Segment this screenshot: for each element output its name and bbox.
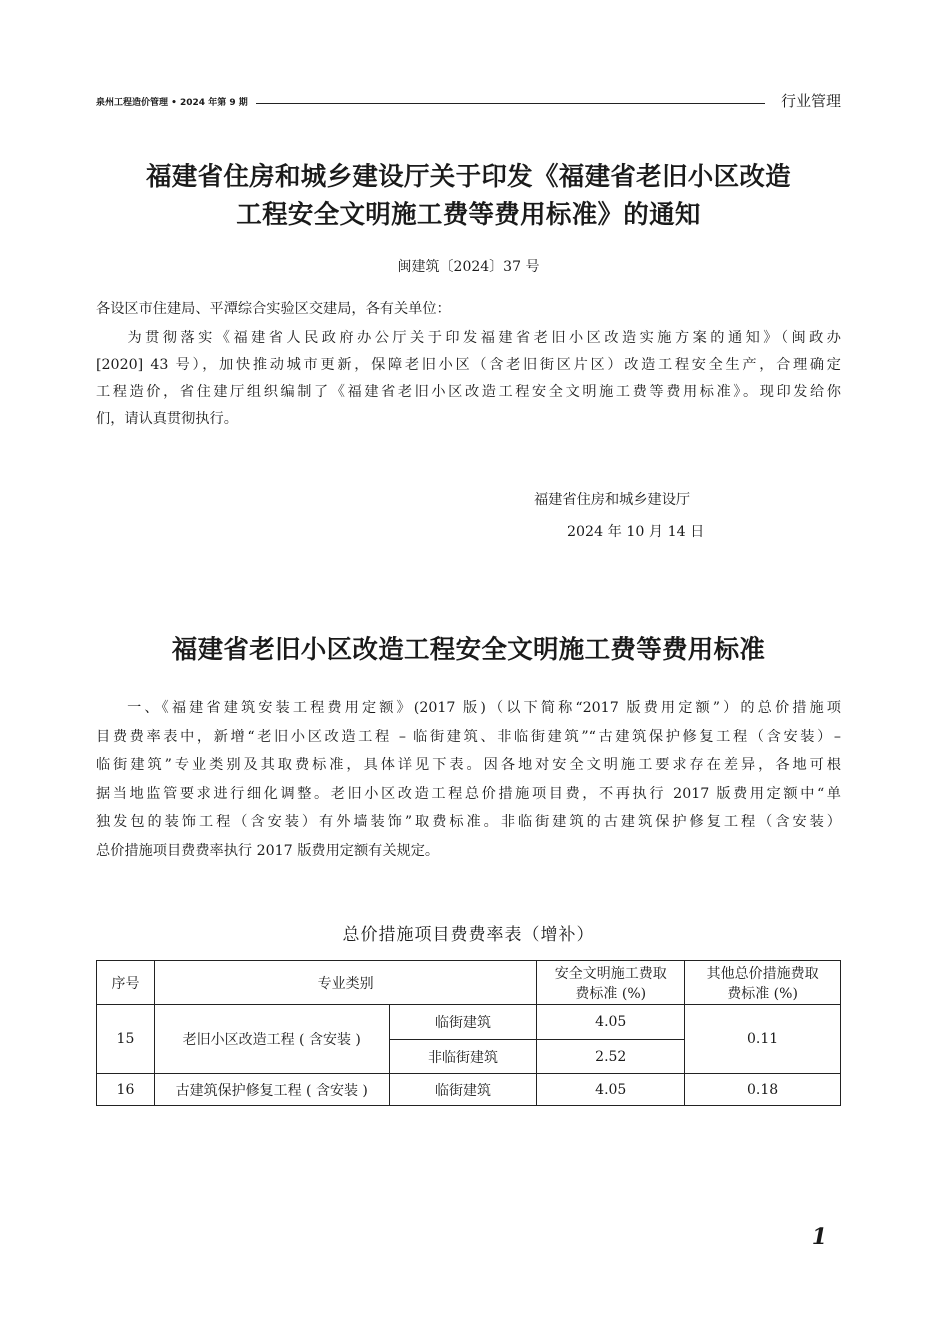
table-header-row (97, 961, 841, 1005)
standard-title: 福建省老旧小区改造工程安全文明施工费等费用标准 (171, 635, 766, 665)
table-title: 总价措施项目费费率表（增补） (342, 925, 595, 945)
table-row (97, 1074, 841, 1106)
header-safety-line: 费标准 (%) (575, 985, 647, 1002)
fee-rate-table (96, 960, 841, 1106)
row-seq: 15 (97, 1005, 155, 1074)
row-other-rate: 0.18 (685, 1074, 841, 1106)
row-safety-rate: 4.05 (537, 1005, 685, 1040)
notice-body-line: 们，请认真贯彻执行。 (96, 411, 238, 427)
standard-body-line: 总价措施项目费费率执行 2017 版费用定额有关规定。 (96, 842, 440, 859)
section-label: 行业管理 (780, 92, 841, 110)
notice-title-line-1: 福建省住房和城乡建设厅关于印发《福建省老旧小区改造 (145, 162, 791, 192)
row-safety-rate: 4.05 (537, 1074, 685, 1106)
notice-body-line: 为贯彻落实《福建省人民政府办公厅关于印发福建省老旧小区改造实施方案的通知》（闽政办 (124, 330, 841, 346)
row-other-rate: 0.11 (685, 1005, 841, 1074)
page-number: 1 (811, 1224, 827, 1250)
standard-body-line: 目费费率表中，新增“老旧小区改造工程 – 临街建筑、非临街建筑”“古建筑保护修复工程（含安装）– (96, 728, 841, 745)
row-safety-rate: 2.52 (537, 1040, 685, 1074)
row-sub-type: 临街建筑 (389, 1074, 537, 1106)
header-rule (256, 103, 765, 104)
signature-date: 2024 年 10 月 14 日 (567, 524, 705, 540)
row-category: 老旧小区改造工程 ( 含安装 ) (154, 1005, 389, 1074)
standard-body-line: 独发包的装饰工程（含安装）有外墙装饰”取费标准。非临街建筑的古建筑保护修复工程（含安装） (96, 814, 841, 830)
header-other-line: 其他总价措施费取 (706, 965, 819, 982)
standard-body-line: 一、《福建省建筑安装工程费用定额》(2017 版)（以下简称“2017 版费用定额”）的总价措施项 (124, 700, 841, 716)
header-safety-rate (537, 961, 685, 1005)
standard-body-line: 临街建筑”专业类别及其取费标准，具体详见下表。因各地对安全文明施工要求存在差异，各地可根 (96, 757, 841, 773)
notice-body (96, 325, 841, 433)
journal-name: 泉州工程造价管理 • 2024 年第 9 期 (96, 98, 248, 108)
header-other-line: 费标准 (%) (727, 985, 798, 1002)
standard-body-line: 据当地监管要求进行细化调整。老旧小区改造工程总价措施项目费，不再执行 2017 版费用定额中“单 (96, 785, 841, 802)
row-category: 古建筑保护修复工程 ( 含安装 ) (154, 1074, 389, 1106)
standard-body (96, 694, 841, 865)
notice-body-line: 工程造价，省住建厅组织编制了《福建省老旧小区改造工程安全文明施工费等费用标准》。现印发给你 (96, 384, 841, 400)
header-seq: 序号 (97, 961, 155, 1005)
document-number: 闽建筑〔2024〕37 号 (397, 259, 540, 275)
header-category: 专业类别 (154, 961, 536, 1005)
table-row (97, 1005, 841, 1040)
notice-title-line-2: 工程安全文明施工费等费用标准》的通知 (236, 200, 701, 230)
row-sub-type: 非临街建筑 (389, 1040, 537, 1074)
row-sub-type: 临街建筑 (389, 1005, 537, 1040)
row-seq: 16 (97, 1074, 155, 1106)
notice-body-line: [2020] 43 号），加快推动城市更新，保障老旧小区（含老旧街区片区）改造工程安全生产，合理确定 (96, 357, 841, 373)
running-header (96, 90, 841, 112)
salutation: 各设区市住建局、平潭综合实验区交建局，各有关单位： (96, 301, 451, 317)
signature-organization: 福建省住房和城乡建设厅 (534, 492, 691, 508)
header-other-rate (685, 961, 841, 1005)
header-safety-line: 安全文明施工费取 (554, 965, 667, 982)
